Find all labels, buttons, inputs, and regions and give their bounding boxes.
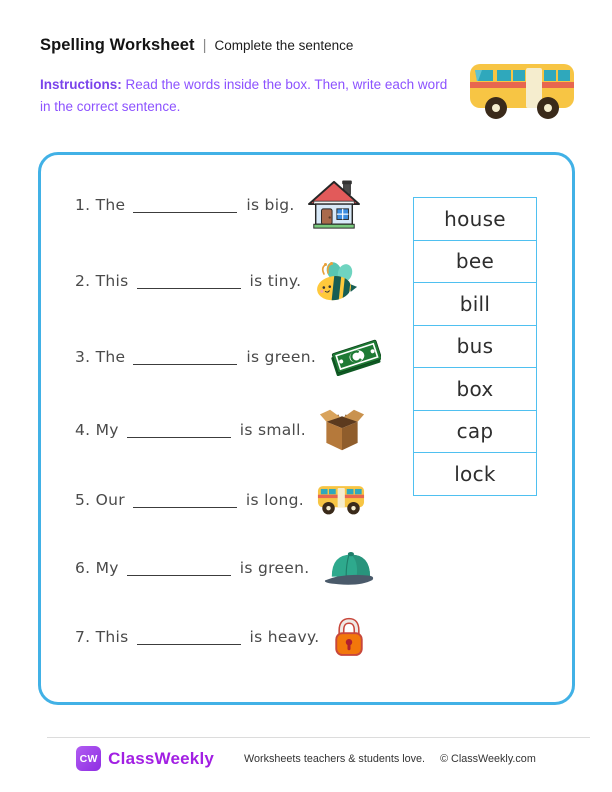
answer-blank-3 (133, 349, 237, 365)
word-bank (413, 197, 537, 496)
sentence-row-5 (75, 473, 365, 527)
word-bank-item-house: house (414, 198, 536, 241)
footer-copyright: © ClassWeekly.com (440, 752, 536, 765)
sentence-lead: 6. My (75, 559, 119, 577)
sentence-lead: 1. The (75, 196, 126, 214)
sentence-row-4 (75, 403, 365, 457)
word-bank-item-box: box (414, 368, 536, 411)
instructions-text (40, 74, 448, 117)
answer-blank-1 (133, 197, 237, 213)
sentence-lead: 5. Our (75, 491, 125, 509)
cap-icon (322, 546, 376, 590)
header (40, 36, 353, 55)
instructions-body: Read the words inside the box. Then, write each word in the correct sentence. (40, 77, 448, 114)
footer-tagline: Worksheets teachers & students love. (244, 752, 426, 765)
page-subtitle: Complete the sentence (214, 38, 354, 53)
sentence-lead: 7. This (75, 628, 129, 646)
sentence-tail: is green. (246, 348, 317, 366)
sentence-lead: 2. This (75, 272, 129, 290)
sentence-lead: 4. My (75, 421, 119, 439)
sentence-row-3 (75, 330, 381, 384)
word-bank-item-cap: cap (414, 411, 536, 454)
sentence-tail: is green. (239, 559, 310, 577)
sentence-row-1 (75, 178, 360, 232)
answer-blank-2 (137, 273, 241, 289)
sentence-row-2 (75, 254, 358, 308)
house-icon (308, 179, 360, 231)
sentence-tail: is tiny. (249, 272, 302, 290)
footer-divider (47, 737, 590, 738)
word-bank-item-bus: bus (414, 326, 536, 369)
answer-blank-4 (127, 422, 231, 438)
word-bank-item-lock: lock (454, 461, 496, 486)
sentence-tail: is long. (245, 491, 305, 509)
worksheet-frame (38, 152, 575, 705)
bus-icon (317, 484, 365, 517)
answer-blank-5 (133, 492, 237, 508)
bee-icon (314, 260, 358, 302)
classweekly-logo-icon: CW (76, 746, 101, 771)
footer (0, 746, 612, 771)
box-icon (319, 408, 365, 452)
brand-name: ClassWeekly (108, 748, 215, 768)
answer-blank-6 (127, 560, 231, 576)
dollar-bill-icon (329, 338, 381, 376)
sentence-row-7 (75, 610, 366, 664)
sentence-lead: 3. The (75, 348, 126, 366)
sentence-tail: is small. (239, 421, 306, 439)
instructions-label: Instructions: (40, 77, 122, 92)
sentence-row-6 (75, 541, 376, 595)
page-title: Spelling Worksheet (40, 36, 195, 54)
bus-illustration-icon (466, 58, 578, 120)
sentence-tail: is big. (246, 196, 295, 214)
answer-blank-7 (137, 629, 241, 645)
title-separator: | (202, 37, 207, 54)
word-bank-item-bill: bill (414, 283, 536, 326)
lock-icon (332, 616, 366, 658)
sentence-tail: is heavy. (249, 628, 320, 646)
word-bank-item-bee: bee (414, 241, 536, 284)
